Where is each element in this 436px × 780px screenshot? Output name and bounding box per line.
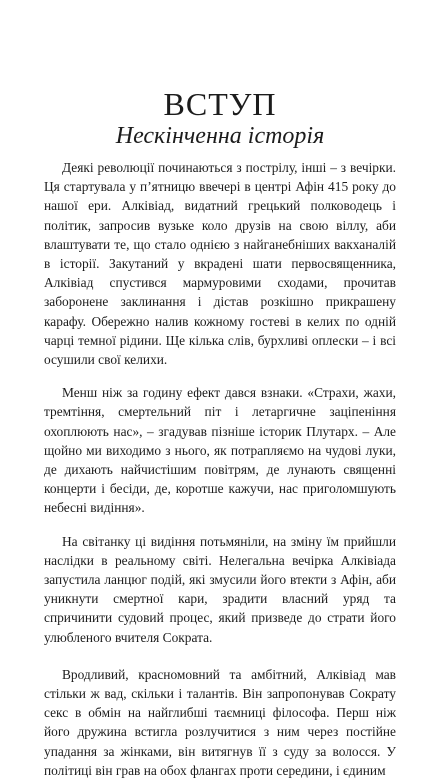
book-page (44, 0, 396, 778)
paragraph-2: Менш ніж за годину ефект дався взнаки. «Страхи, жахи, тремтіння, смертельний піт і летаргичне заціпеніння охоплюють нас», – згадував пізніше історик Плутарх. – Але щойно ми виходимо з нього, як потрапляємо на чудові луки, де дихають найчистішим повітрям, де лунають священні концерти і бесіди, де, коротше кажучи, нас приголомшують небесні видіння». (44, 385, 396, 516)
paragraph-4: Вродливий, красномовний та амбітний, Алківіад мав стільки ж вад, скільки і талантів. Він запропонував Сократу секс в обмін на найглибші таємниці філософа. Перш ніж його дружина встигла розлучитися з ним через постійне упадання за жінками, він витягнув її з суду за волосся. У політиці він грав на обох флангах проти середини, і єдиним (44, 666, 396, 778)
paragraph-3: На світанку ці видіння потьмяніли, на зміну їм прийшли наслідки в реальному світі. Нелегальна вечірка Алківіада запустила ланцюг подій, які змусили його втекти з Афін, аби уникнути смертної кари, зрадити власний уряд та спричинити судовий процес, який призведе до страти його улюбленого вчителя Сократа. (44, 533, 396, 645)
chapter-subtitle: Нескінченна історія (115, 123, 325, 149)
chapter-title: ВСТУП (163, 86, 277, 122)
chapter-body (44, 158, 396, 780)
paragraph-1: Деякі революції починаються з пострілу, інші – з вечірки. Ця стартувала у п’ятницю ввечері в центрі Афін 415 року до нашої ери. Алківіад, видатний грецький полководець і політик, запросив вузьке коло друзів на свою віллу, аби влаштувати те, що стало однією з найганебніших вакханалій в історії. Закутаний у вкрадені шати первосвященника, Алківіад спустився мармуровими сходами, прочитав заборонене заклинання і дістав розкішно прикрашену карафу. Обережно налив кожному гостеві в келих по одній чарці темної рідини. Ще кілька слів, бурхливі оплески – і всі осушили свої келихи. (44, 160, 396, 368)
